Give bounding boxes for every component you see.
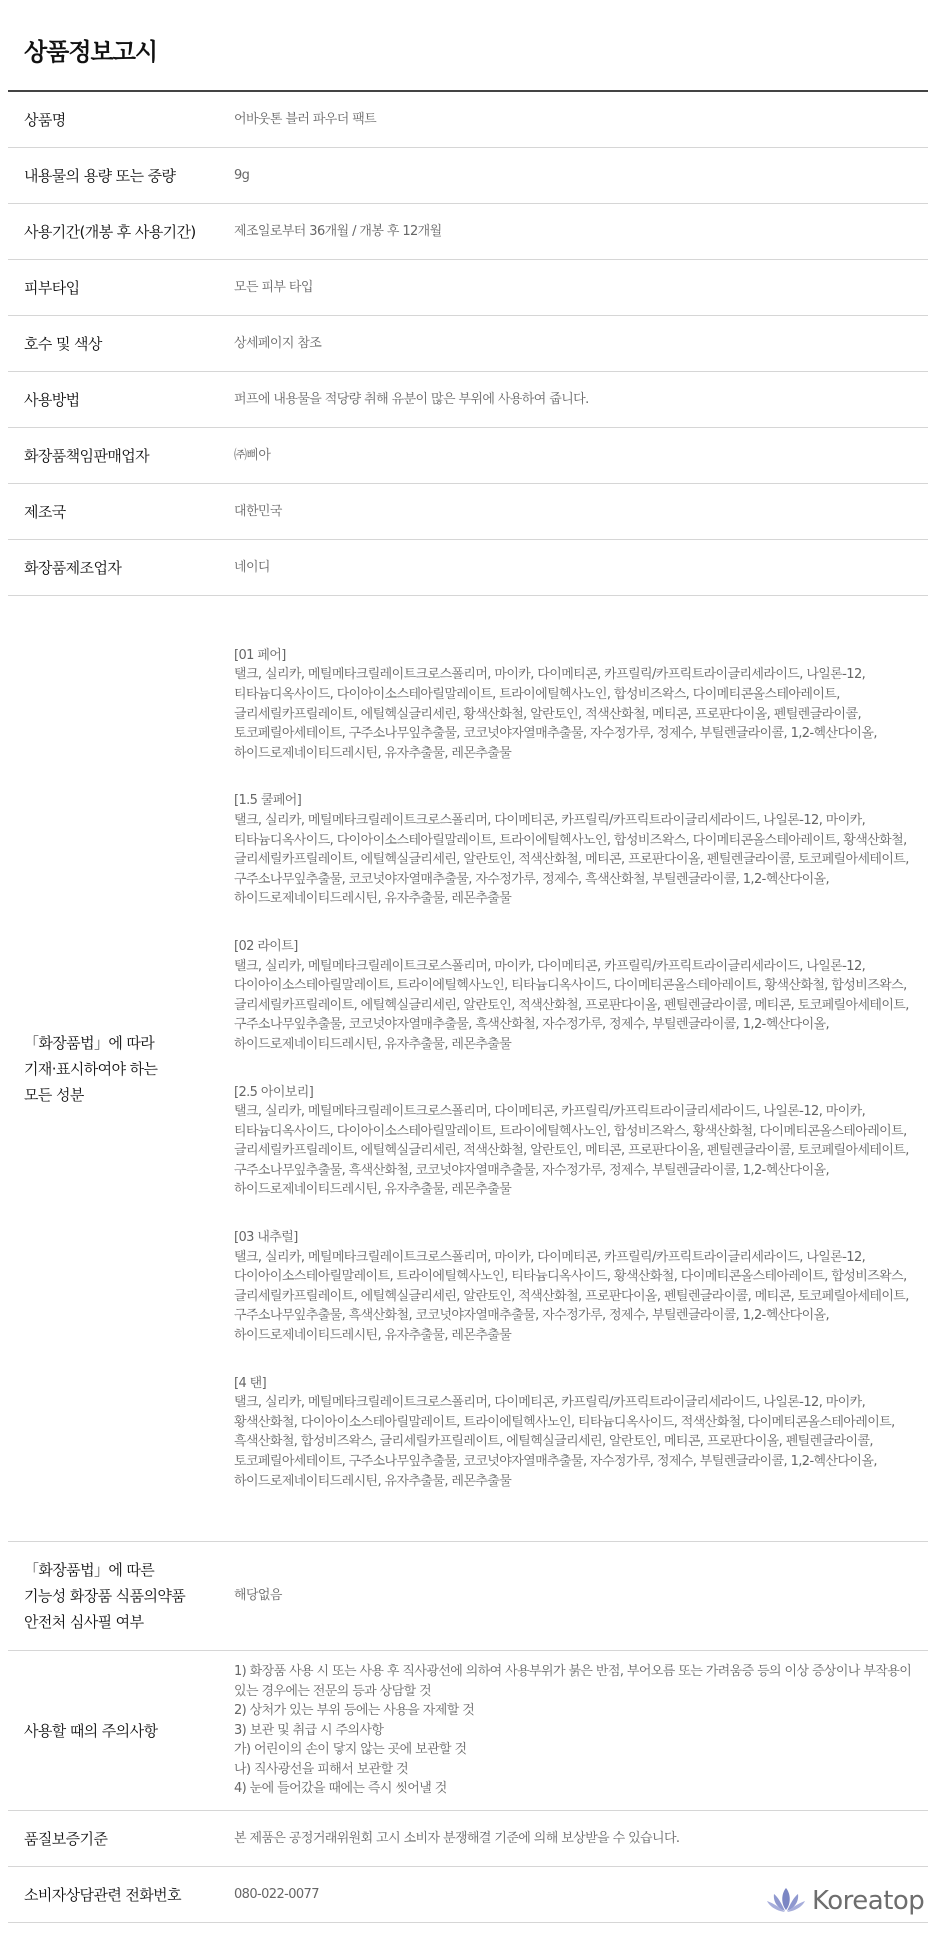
row-value: 어바웃톤 블러 파우더 팩트: [234, 111, 377, 127]
ingredient-block: [234, 1228, 914, 1346]
shade-name: [4 탠]: [234, 1375, 267, 1391]
row-label: 호수 및 색상: [24, 334, 102, 353]
ingredient-block: [234, 646, 914, 764]
row-label: 사용할 때의 주의사항: [24, 1721, 158, 1740]
row-volume: [8, 148, 928, 204]
shade-name: [03 내추럴]: [234, 1230, 298, 1246]
ingredient-block: [234, 1374, 914, 1492]
ingredient-text: 탤크, 실리카, 메틸메타크릴레이트크로스폴리머, 다이메티콘, 카프릴릭/카프릭트라이글리세라이드, 나일론-12, 마이카, 티타늄디옥사이드, 다이아이소스테아릴말레이트, 트라이에틸헥사노인, 합성비즈왁스, 황색산화철, 다이메티콘올스테아레이트, 글리세릴카프릴레이트, 에틸헥실글리세린, 적색산화철, 알란토인, 메티콘, 프로판다이올, 펜틸렌글라이콜, 토코페릴아세테이트, 구주소나무잎추출물, 흑색산화철, 코코넛야자열매추출물, 자수정가루, 정제수, 부틸렌글라이콜, 1,2-헥산다이올, 하이드로제네이티드레시틴, 유자추출물, 레몬추출물: [234, 1104, 909, 1198]
row-country: [8, 484, 928, 540]
shade-name: [2.5 아이보리]: [234, 1084, 314, 1100]
shade-name: [02 라이트]: [234, 938, 298, 954]
row-value: 상세페이지 참조: [234, 335, 322, 351]
row-functional-review: [8, 1542, 928, 1651]
row-label: 화장품제조업자: [24, 558, 122, 577]
row-label: 품질보증기준: [24, 1829, 108, 1848]
row-label: [8, 596, 214, 1541]
row-label: 소비자상담관련 전화번호: [24, 1885, 181, 1904]
row-value: ㈜삐아: [234, 447, 271, 463]
lotus-icon: [766, 1886, 806, 1916]
ingredient-text: 탤크, 실리카, 메틸메타크릴레이트크로스폴리머, 다이메티콘, 카프릴릭/카프릭트라이글리세라이드, 나일론-12, 마이카, 황색산화철, 다이아이소스테아릴말레이트, 트라이에틸헥사노인, 티타늄디옥사이드, 적색산화철, 다이메티콘올스테아레이트, 흑색산화철, 합성비즈왁스, 글리세릴카프릴레이트, 에틸헥실글리세린, 알란토인, 메티콘, 프로판다이올, 펜틸렌글라이콜, 토코페릴아세테이트, 구주소나무잎추출물, 코코넛야자열매추출물, 자수정가루, 정제수, 부틸렌글라이콜, 1,2-헥산다이올, 하이드로제네이티드레시틴, 유자추출물, 레몬추출물: [234, 1395, 895, 1489]
ingredient-block: [234, 1083, 914, 1201]
row-value: 1) 화장품 사용 시 또는 사용 후 직사광선에 의하여 사용부위가 붉은 반점, 부어오름 또는 가려움증 등의 이상 증상이나 부작용이 있는 경우에는 전문의 등과 상담할 것 2) 상처가 있는 부위 등에는 사용을 자제할 것 3) 보관 및 취급 시 주의사항 가) 어린이의 손이 닿지 않는 곳에 보관할 것 나) 직사광선을 피해서 보관할 것 4) 눈에 들어갔을 때에는 즉시 씻어낼 것: [234, 1663, 912, 1797]
brand-name: Koreatop: [812, 1886, 925, 1916]
row-label: [8, 1542, 214, 1650]
product-info-table: [8, 92, 928, 1923]
row-value: 대한민국: [234, 503, 282, 519]
row-cautions: [8, 1651, 928, 1811]
row-value: 9g: [234, 167, 250, 183]
row-label: 내용물의 용량 또는 중량: [24, 166, 176, 185]
row-label: 화장품책임판매업자: [24, 446, 150, 465]
row-value: 080-022-0077: [234, 1886, 319, 1902]
row-value: [214, 596, 928, 1541]
ingredients-label: 「화장품법」에 따라 기재·표시하여야 하는 모든 성분: [24, 1033, 158, 1104]
functional-label: 「화장품법」에 따른 기능성 화장품 식품의약품 안전처 심사필 여부: [24, 1561, 186, 1631]
row-quality: [8, 1811, 928, 1867]
row-usage-period: [8, 204, 928, 260]
shade-name: [1.5 쿨페어]: [234, 793, 302, 809]
row-shade: [8, 316, 928, 372]
page-title: 상품정보고시: [24, 38, 158, 66]
row-ingredients: [8, 596, 928, 1542]
row-label: 제조국: [24, 502, 66, 521]
row-value: 해당없음: [234, 1588, 282, 1604]
row-value: 본 제품은 공정거래위원회 고시 소비자 분쟁해결 기준에 의해 보상받을 수 있습니다.: [234, 1830, 680, 1846]
row-label: 사용방법: [24, 390, 80, 409]
ingredient-text: 탤크, 실리카, 메틸메타크릴레이트크로스폴리머, 마이카, 다이메티콘, 카프릴릭/카프릭트라이글리세라이드, 나일론-12, 다이아이소스테아릴말레이트, 트라이에틸헥사노인, 티타늄디옥사이드, 다이메티콘올스테아레이트, 황색산화철, 합성비즈왁스, 글리세릴카프릴레이트, 에틸헥실글리세린, 알란토인, 적색산화철, 프로판다이올, 펜틸렌글라이콜, 메티콘, 토코페릴아세테이트, 구주소나무잎추출물, 코코넛야자열매추출물, 흑색산화철, 자수정가루, 정제수, 부틸렌글라이콜, 1,2-헥산다이올, 하이드로제네이티드레시틴, 유자추출물, 레몬추출물: [234, 958, 909, 1052]
row-label: 피부타입: [24, 278, 80, 297]
row-manufacturer: [8, 540, 928, 596]
ingredients-list: [234, 646, 914, 1491]
row-value: 제조일로부터 36개월 / 개봉 후 12개월: [234, 223, 442, 239]
row-product-name: [8, 92, 928, 148]
ingredient-text: 탤크, 실리카, 메틸메타크릴레이트크로스폴리머, 마이카, 다이메티콘, 카프릴릭/카프릭트라이글리세라이드, 나일론-12, 다이아이소스테아릴말레이트, 트라이에틸헥사노인, 티타늄디옥사이드, 황색산화철, 다이메티콘올스테아레이트, 합성비즈왁스, 글리세릴카프릴레이트, 에틸헥실글리세린, 알란토인, 적색산화철, 프로판다이올, 펜틸렌글라이콜, 메티콘, 토코페릴아세테이트, 구주소나무잎추출물, 흑색산화철, 코코넛야자열매추출물, 자수정가루, 정제수, 부틸렌글라이콜, 1,2-헥산다이올, 하이드로제네이티드레시틴, 유자추출물, 레몬추출물: [234, 1249, 909, 1344]
row-seller: [8, 428, 928, 484]
ingredient-text: 탤크, 실리카, 메틸메타크릴레이트크로스폴리머, 마이카, 다이메티콘, 카프릴릭/카프릭트라이글리세라이드, 나일론-12, 티타늄디옥사이드, 다이아이소스테아릴말레이트, 트라이에틸헥사노인, 합성비즈왁스, 다이메티콘올스테아레이트, 글리세릴카프릴레이트, 에틸헥실글리세린, 황색산화철, 알란토인, 적색산화철, 메티콘, 프로판다이올, 펜틸렌글라이콜, 토코페릴아세테이트, 구주소나무잎추출물, 코코넛야자열매추출물, 자수정가루, 정제수, 부틸렌글라이콜, 1,2-헥산다이올, 하이드로제네이티드레시틴, 유자추출물, 레몬추출물: [234, 667, 877, 761]
row-value: 네이디: [234, 559, 270, 575]
shade-name: [01 페어]: [234, 647, 286, 663]
row-label: 사용기간(개봉 후 사용기간): [24, 222, 196, 241]
row-label: 상품명: [24, 110, 66, 129]
ingredient-block: [234, 937, 914, 1055]
koreatop-logo: [766, 1878, 926, 1924]
row-value: 퍼프에 내용물을 적당량 취해 유분이 많은 부위에 사용하여 줍니다.: [234, 391, 589, 407]
row-how-to-use: [8, 372, 928, 428]
ingredient-block: [234, 791, 914, 909]
ingredient-text: 탤크, 실리카, 메틸메타크릴레이트크로스폴리머, 다이메티콘, 카프릴릭/카프릭트라이글리세라이드, 나일론-12, 마이카, 티타늄디옥사이드, 다이아이소스테아릴말레이트, 트라이에틸헥사노인, 합성비즈왁스, 다이메티콘올스테아레이트, 황색산화철, 글리세릴카프릴레이트, 에틸헥실글리세린, 알란토인, 적색산화철, 메티콘, 프로판다이올, 펜틸렌글라이콜, 토코페릴아세테이트, 구주소나무잎추출물, 코코넛야자열매추출물, 자수정가루, 정제수, 흑색산화철, 부틸렌글라이콜, 1,2-헥산다이올, 하이드로제네이티드레시틴, 유자추출물, 레몬추출물: [234, 812, 909, 907]
row-value: 모든 피부 타입: [234, 279, 313, 295]
row-skin-type: [8, 260, 928, 316]
